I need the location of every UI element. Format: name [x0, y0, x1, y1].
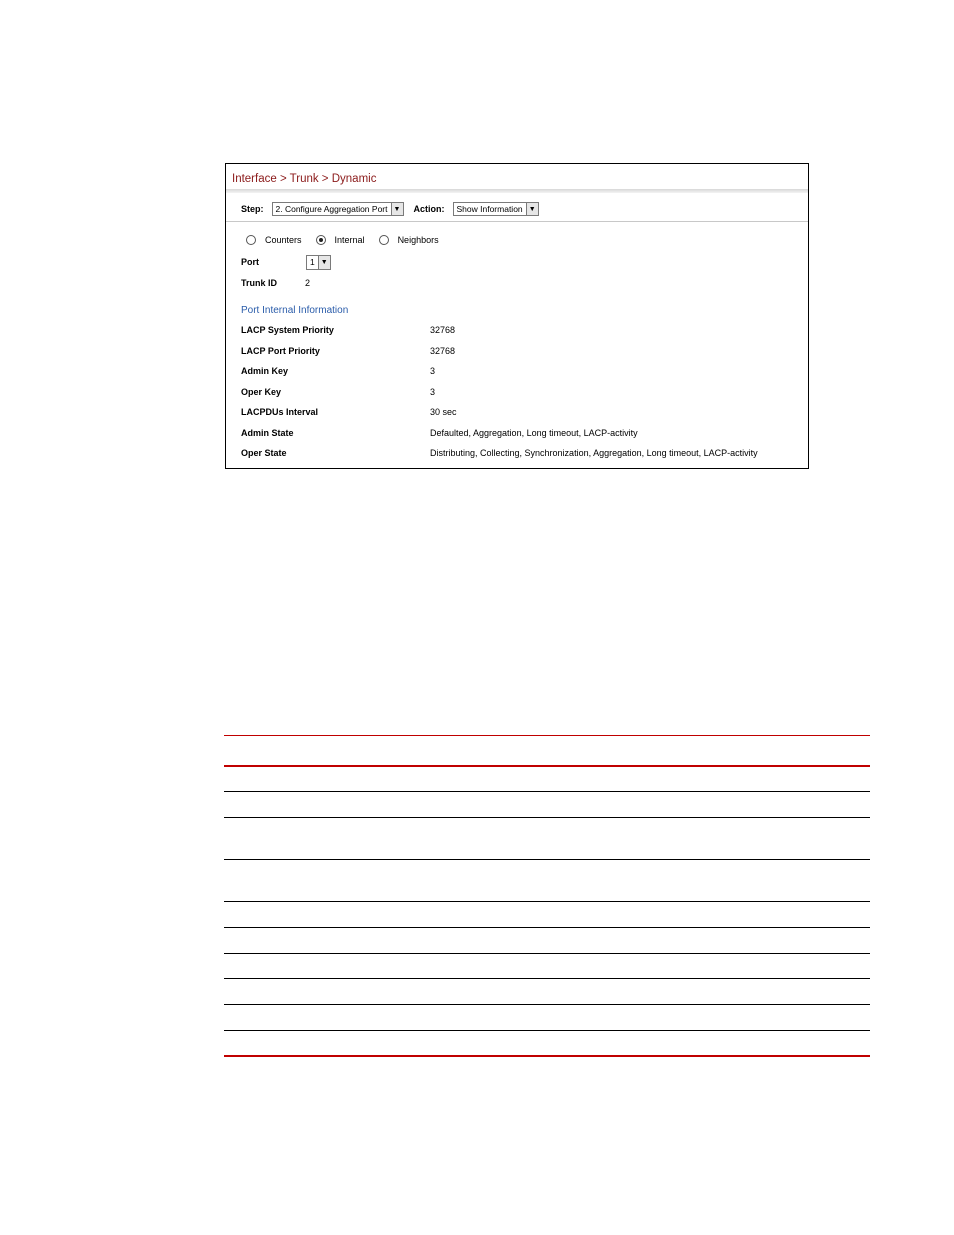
info-value: Distributing, Collecting, Synchronization, Aggregation, Long timeout, LACP-activity [430, 448, 758, 458]
port-select[interactable] [306, 255, 331, 270]
info-key: Admin Key [241, 366, 289, 376]
breadcrumb: Interface > Trunk > Dynamic [232, 173, 377, 185]
info-key: Oper State [241, 448, 287, 458]
radio-internal[interactable] [316, 235, 365, 245]
info-row [241, 325, 801, 337]
table-row-rule [224, 859, 870, 860]
step-label: Step: [241, 204, 264, 214]
chevron-down-icon: ▼ [391, 203, 403, 215]
toolbar-divider [226, 221, 808, 222]
chevron-down-icon: ▼ [526, 203, 538, 215]
lacp-port-info-panel [225, 163, 809, 469]
info-key: LACPDUs Interval [241, 407, 319, 417]
info-key: LACP Port Priority [241, 346, 320, 356]
info-key: Admin State [241, 428, 294, 438]
title-divider [226, 189, 808, 193]
action-select[interactable] [453, 202, 539, 216]
info-row [241, 387, 801, 399]
info-key: LACP System Priority [241, 325, 334, 335]
section-heading: Port Internal Information [241, 305, 349, 316]
view-mode-radio-group [246, 235, 453, 245]
port-label: Port [241, 257, 259, 267]
info-row [241, 407, 801, 419]
step-select[interactable] [272, 202, 404, 216]
action-select-value: Show Information [456, 204, 523, 214]
chevron-down-icon: ▼ [318, 256, 330, 269]
table-row-rule [224, 901, 870, 902]
table-row-rule [224, 817, 870, 818]
port-select-value: 1 [310, 257, 315, 267]
radio-counters-button[interactable] [246, 235, 256, 245]
info-row [241, 428, 801, 440]
info-row [241, 346, 801, 358]
action-label: Action: [413, 204, 445, 214]
table-row-rule [224, 1030, 870, 1031]
table-top-rule [224, 735, 870, 736]
table-row-rule [224, 791, 870, 792]
trunk-id-label: Trunk ID [241, 278, 278, 288]
table-row-rule [224, 978, 870, 979]
table-row-rule [224, 1004, 870, 1005]
radio-neighbors[interactable] [379, 235, 439, 245]
radio-neighbors-label: Neighbors [397, 235, 439, 245]
radio-neighbors-button[interactable] [379, 235, 389, 245]
info-key: Oper Key [241, 387, 282, 397]
table-header-rule [224, 765, 870, 767]
info-row [241, 366, 801, 378]
info-value: 30 sec [430, 407, 457, 417]
info-value: 32768 [430, 346, 456, 356]
table-row-rule [224, 927, 870, 928]
radio-internal-label: Internal [334, 235, 365, 245]
step-select-value: 2. Configure Aggregation Port [275, 204, 388, 214]
radio-counters[interactable] [246, 235, 302, 245]
trunk-id-value: 2 [305, 278, 311, 288]
info-value: 3 [430, 366, 436, 376]
info-value: 32768 [430, 325, 456, 335]
radio-internal-button[interactable] [316, 235, 326, 245]
toolbar [241, 201, 539, 217]
radio-counters-label: Counters [265, 235, 302, 245]
table-bottom-rule [224, 1055, 870, 1057]
info-row [241, 448, 801, 460]
info-value: Defaulted, Aggregation, Long timeout, LACP-activity [430, 428, 638, 438]
table-row-rule [224, 953, 870, 954]
info-value: 3 [430, 387, 436, 397]
